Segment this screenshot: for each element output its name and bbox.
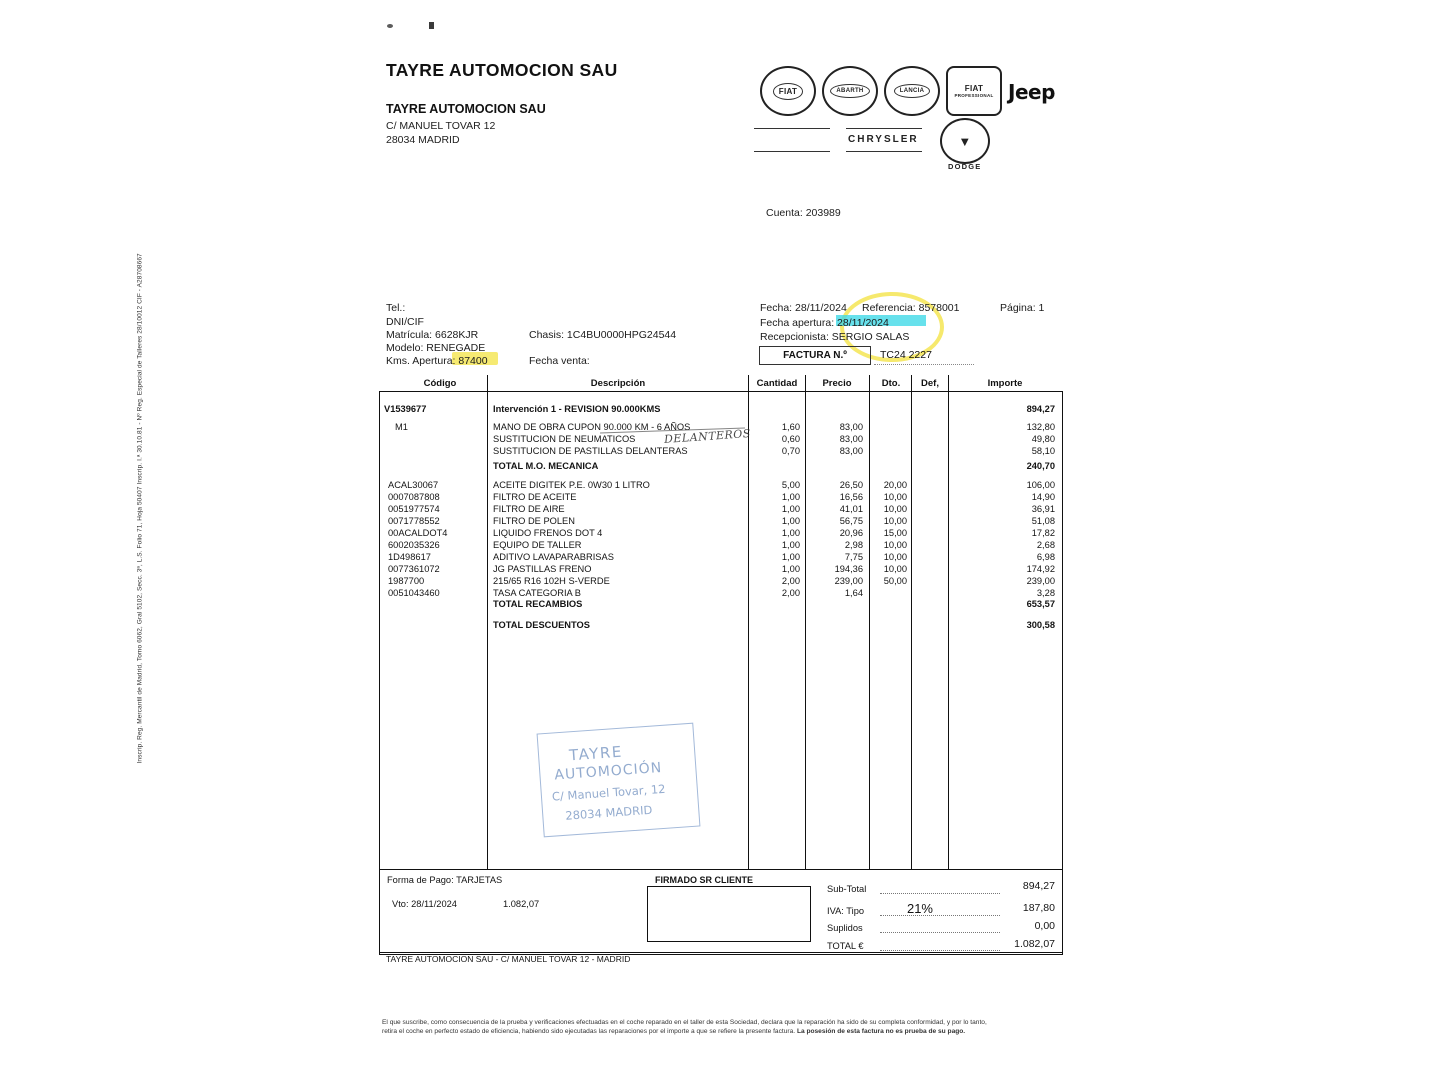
part-row-0-precio: 26,50 <box>839 480 863 490</box>
part-row-8-description: 215/65 R16 102H S-VERDE <box>493 576 610 586</box>
part-row-4-cantidad: 1,00 <box>781 528 800 538</box>
labour-total-label: TOTAL M.O. MECANICA <box>493 461 599 471</box>
part-row-3-description: FILTRO DE POLEN <box>493 516 575 526</box>
payment-method: Forma de Pago: TARJETAS <box>387 875 503 885</box>
iva-dots <box>880 915 1000 916</box>
footer-bottom-line <box>379 952 1063 953</box>
signature-label: FIRMADO SR CLIENTE <box>655 875 753 885</box>
legal-line-1: El que suscribe, como consecuencia de la prueba y verificaciones efectuadas en el coche reparado en el taller de esta Sociedad, declara que la reparación ha sido de su completa conformidad, y por lo tanto, <box>382 1019 987 1026</box>
part-row-6-cantidad: 1,00 <box>781 552 800 562</box>
dodge-ram-icon: ▼ <box>958 133 972 149</box>
part-row-3-precio: 56,75 <box>839 516 863 526</box>
part-row-5-cantidad: 1,00 <box>781 540 800 550</box>
part-row-3-dto: 10,00 <box>883 516 907 526</box>
stamp-line-2: AUTOMOCIÓN <box>553 759 663 784</box>
parts-total-label: TOTAL RECAMBIOS <box>493 599 583 609</box>
part-row-5-codigo: 6002035326 <box>388 540 440 550</box>
jeep-logo: Jeep <box>1008 80 1055 104</box>
labour-code: M1 <box>395 422 408 432</box>
part-row-9-precio: 1,64 <box>844 588 863 598</box>
part-row-8-codigo: 1987700 <box>388 576 425 586</box>
part-row-1-importe: 14,90 <box>1031 492 1055 502</box>
part-row-7-codigo: 0077361072 <box>388 564 440 574</box>
discount-total-value: 300,58 <box>1026 620 1055 630</box>
maserati-logo <box>754 128 830 152</box>
labour-row-0-importe: 132,80 <box>1026 422 1055 432</box>
subtotal-label: Sub-Total <box>827 884 867 894</box>
fecha-apertura-field: Fecha apertura: 28/11/2024 <box>760 317 889 329</box>
part-row-6-dto: 10,00 <box>883 552 907 562</box>
part-row-9-description: TASA CATEGORIA B <box>493 588 581 598</box>
iva-value: 187,80 <box>1022 902 1055 914</box>
part-row-0-dto: 20,00 <box>883 480 907 490</box>
labour-row-0-cantidad: 1,60 <box>781 422 800 432</box>
parts-total-value: 653,57 <box>1026 599 1055 609</box>
labour-row-2-description: SUSTITUCION DE PASTILLAS DELANTERAS <box>493 446 688 456</box>
part-row-8-dto: 50,00 <box>883 576 907 586</box>
total-dots <box>880 950 1000 951</box>
part-row-9-codigo: 0051043460 <box>388 588 440 598</box>
suplidos-value: 0,00 <box>1034 920 1055 932</box>
part-row-7-dto: 10,00 <box>883 564 907 574</box>
legal-line-2: retira el coche en perfecto estado de eficiencia, habiendo sido ejecutadas las reparaciones por el importe a que se refiere la presente factura. <box>382 1027 796 1035</box>
part-row-5-description: EQUIPO DE TALLER <box>493 540 582 550</box>
company-title: TAYRE AUTOMOCION SAU <box>386 60 618 80</box>
part-row-7-importe: 174,92 <box>1026 564 1055 574</box>
part-row-9-importe: 3,28 <box>1036 588 1055 598</box>
part-row-3-cantidad: 1,00 <box>781 516 800 526</box>
fiat-professional-bottom-label: PROFESSIONAL <box>954 93 994 98</box>
part-row-6-description: ADITIVO LAVAPARABRISAS <box>493 552 614 562</box>
modelo-field: Modelo: RENEGADE <box>386 342 486 354</box>
intervention-description: Intervención 1 - REVISION 90.000KMS <box>493 404 661 414</box>
signature-box <box>647 886 811 942</box>
th-codigo: Código <box>423 378 457 389</box>
part-row-2-description: FILTRO DE AIRE <box>493 504 565 514</box>
suplidos-label: Suplidos <box>827 923 863 933</box>
stray-mark-tick <box>429 22 434 29</box>
matricula-field: Matrícula: 6628KJR <box>386 329 479 341</box>
recepcionista-field: Recepcionista: SERGIO SALAS <box>760 331 910 343</box>
labour-row-1-description: SUSTITUCION DE NEUMATICOS <box>493 434 636 444</box>
col-divider-precio <box>869 375 870 869</box>
footer-address: TAYRE AUTOMOCION SAU - C/ MANUEL TOVAR 12 - MADRID <box>386 954 631 964</box>
dodge-logo-label: DODGE <box>948 162 982 171</box>
th-precio: Precio <box>822 378 852 389</box>
abarth-logo <box>822 66 878 116</box>
lancia-logo-label: LANCIA <box>894 84 930 98</box>
part-row-5-importe: 2,68 <box>1036 540 1055 550</box>
part-row-0-importe: 106,00 <box>1026 480 1055 490</box>
part-row-2-cantidad: 1,00 <box>781 504 800 514</box>
th-importe: Importe <box>987 378 1023 389</box>
handwritten-annotation: DELANTEROS <box>663 426 752 447</box>
due-amount: 1.082,07 <box>503 899 540 909</box>
part-row-0-description: ACEITE DIGITEK P.E. 0W30 1 LITRO <box>493 480 650 490</box>
part-row-0-cantidad: 5,00 <box>781 480 800 490</box>
chasis-field: Chasis: 1C4BU0000HPG24544 <box>529 329 677 341</box>
part-row-4-importe: 17,82 <box>1031 528 1055 538</box>
labour-row-2-cantidad: 0,70 <box>781 446 800 456</box>
stamp-line-3: C/ Manuel Tovar, 12 <box>551 781 666 804</box>
labour-row-1-precio: 83,00 <box>839 434 863 444</box>
dni-label: DNI/CIF <box>386 316 424 328</box>
tel-label: Tel.: <box>386 302 406 314</box>
pagina-field: Página: 1 <box>1000 302 1045 314</box>
part-row-2-precio: 41,01 <box>839 504 863 514</box>
col-divider-codigo <box>487 375 488 869</box>
fiat-logo-label: FIAT <box>773 83 803 100</box>
part-row-4-dto: 15,00 <box>883 528 907 538</box>
part-row-1-codigo: 0007087808 <box>388 492 440 502</box>
col-divider-dto <box>911 375 912 869</box>
company-name: TAYRE AUTOMOCION SAU <box>386 102 546 116</box>
subtotal-dots <box>880 893 1000 894</box>
part-row-3-importe: 51,08 <box>1031 516 1055 526</box>
part-row-7-description: JG PASTILLAS FRENO <box>493 564 592 574</box>
company-address-line1: C/ MANUEL TOVAR 12 <box>386 120 496 132</box>
intervention-amount: 894,27 <box>1026 404 1055 414</box>
iva-rate: 21% <box>906 901 933 916</box>
th-def: Def, <box>921 378 939 389</box>
part-row-1-precio: 16,56 <box>839 492 863 502</box>
part-row-7-cantidad: 1,00 <box>781 564 800 574</box>
abarth-logo-label: ABARTH <box>830 84 869 98</box>
part-row-6-precio: 7,75 <box>844 552 863 562</box>
part-row-9-cantidad: 2,00 <box>781 588 800 598</box>
stamp-line-4: 28034 MADRID <box>564 802 653 823</box>
part-row-1-description: FILTRO DE ACEITE <box>493 492 577 502</box>
part-row-6-importe: 6,98 <box>1036 552 1055 562</box>
due-date: Vto: 28/11/2024 <box>392 899 457 909</box>
total-label: TOTAL € <box>827 941 864 951</box>
legal-bold-note: La posesión de esta factura no es prueba de su pago. <box>796 1027 966 1035</box>
labour-row-2-precio: 83,00 <box>839 446 863 456</box>
brand-logo-strip <box>760 60 1060 170</box>
labour-row-1-cantidad: 0,60 <box>781 434 800 444</box>
part-row-4-codigo: 00ACALDOT4 <box>388 528 448 538</box>
account-label: Cuenta: 203989 <box>766 207 841 219</box>
labour-row-0-description: MANO DE OBRA CUPON 90.000 KM - 6 AÑOS <box>493 422 691 432</box>
suplidos-dots <box>880 932 1000 933</box>
part-row-5-precio: 2,98 <box>844 540 863 550</box>
labour-row-1-importe: 49,80 <box>1031 434 1055 444</box>
labour-row-2-importe: 58,10 <box>1031 446 1055 456</box>
stray-mark-dot <box>387 24 393 28</box>
factura-number-box: FACTURA N.º <box>759 346 871 365</box>
part-row-8-cantidad: 2,00 <box>781 576 800 586</box>
fecha-venta-field: Fecha venta: <box>529 355 590 367</box>
part-row-0-codigo: ACAL30067 <box>388 480 439 490</box>
part-row-1-dto: 10,00 <box>883 492 907 502</box>
iva-label: IVA: Tipo <box>827 906 865 916</box>
kms-apertura-field: Kms. Apertura: 87400 <box>386 355 488 367</box>
part-row-3-codigo: 0071778552 <box>388 516 440 526</box>
th-dto: Dto. <box>881 378 901 389</box>
part-row-6-codigo: 1D498617 <box>388 552 431 562</box>
intervention-code: V1539677 <box>384 404 427 414</box>
fiat-professional-logo <box>946 66 1002 116</box>
col-divider-cantidad <box>805 375 806 869</box>
company-address-line2: 28034 MADRID <box>386 134 460 146</box>
vertical-registry-text: Inscrip. Reg. Mercantil de Madrid, Tomo 6062, Gral 5102, Secc. 3ª, L.S. Folio 71, Hoja 50407 Inscrip. I.ª 30.10.81 - Nº Reg. Especial de Talleres 28/10012 CIF - A28708667 <box>136 253 144 764</box>
part-row-8-importe: 239,00 <box>1026 576 1055 586</box>
part-row-2-codigo: 0051977574 <box>388 504 440 514</box>
part-row-5-dto: 10,00 <box>883 540 907 550</box>
labour-total-value: 240,70 <box>1026 461 1055 471</box>
lancia-logo <box>884 66 940 116</box>
fiat-logo <box>760 66 816 116</box>
company-stamp <box>537 723 701 838</box>
labour-row-0-precio: 83,00 <box>839 422 863 432</box>
part-row-4-description: LIQUIDO FRENOS DOT 4 <box>493 528 603 538</box>
chrysler-logo-label: CHRYSLER <box>848 134 919 145</box>
stamp-line-1: TAYRE <box>568 742 624 765</box>
part-row-7-precio: 194,36 <box>834 564 863 574</box>
part-row-2-importe: 36,91 <box>1031 504 1055 514</box>
dodge-logo <box>940 118 990 164</box>
referencia-field: Referencia: 8578001 <box>862 302 960 314</box>
th-descripcion: Descripción <box>590 378 646 389</box>
subtotal-value: 894,27 <box>1022 880 1055 892</box>
fiat-professional-top-label: FIAT <box>964 84 984 93</box>
part-row-2-dto: 10,00 <box>883 504 907 514</box>
footer-separator <box>379 869 1063 870</box>
th-cantidad: Cantidad <box>756 378 798 389</box>
part-row-8-precio: 239,00 <box>834 576 863 586</box>
total-value: 1.082,07 <box>1014 938 1055 950</box>
discount-total-label: TOTAL DESCUENTOS <box>493 620 590 630</box>
col-divider-descripcion <box>748 375 749 869</box>
part-row-1-cantidad: 1,00 <box>781 492 800 502</box>
legal-disclaimer <box>382 1019 1072 1037</box>
factura-number-value: TC24 2227 <box>880 349 932 361</box>
factura-underline <box>874 364 974 365</box>
part-row-4-precio: 20,96 <box>839 528 863 538</box>
fecha-field: Fecha: 28/11/2024 <box>760 302 847 314</box>
